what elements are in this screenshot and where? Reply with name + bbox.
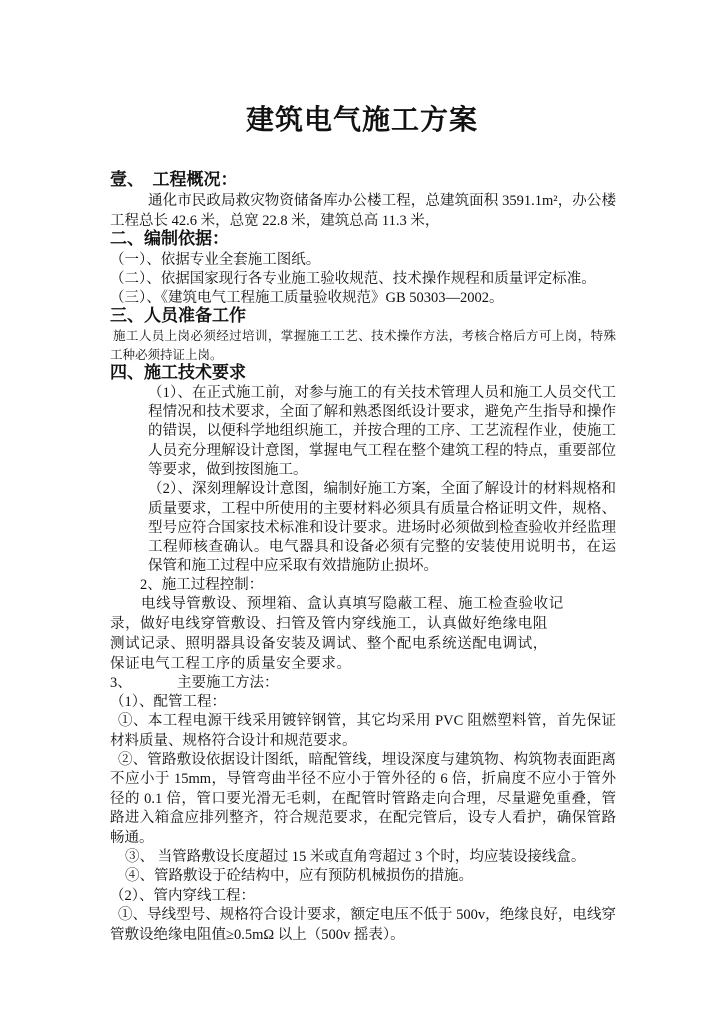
subsection-heading: （2）、管内穿线工程：	[110, 888, 255, 904]
paragraph-line: 的错误，以便科学地组织施工，并按合理的工序、工艺流程作业，使施工	[148, 423, 616, 439]
section-heading-basis: 二、编制依据：	[110, 229, 229, 248]
paragraph-line: ④、管路敷设于砼结构中，应有预防机械损伤的措施。	[125, 868, 473, 884]
section-heading-overview: 壹、 工程概况：	[110, 170, 238, 189]
document-title: 建筑电气施工方案	[245, 104, 478, 135]
paragraph-line: 不应小于 15mm，导管弯曲半径不应小于管外径的 6 倍，折扁度不应小于管外	[110, 771, 616, 787]
paragraph-line: ③、 当管路敷设长度超过 15 米或直角弯超过 3 个时，均应装设接线盒。	[125, 849, 586, 865]
paragraph-line: 施工人员上岗必须经过培训，掌握施工工艺、技术操作方法，考核合格后方可上岗，特殊	[113, 329, 616, 343]
list-item: （三）、《建筑电气工程施工质量验收规范》GB 50303—2002。	[110, 290, 504, 306]
paragraph-line: 管敷设绝缘电阻值≥0.5mΩ 以上（500v 摇表）。	[110, 927, 405, 943]
paragraph-line: 保管和施工过程中应采取有效措施防止损坏。	[148, 558, 438, 574]
list-item: （一）、依据专业全套施工图纸。	[110, 252, 321, 268]
section-heading-personnel: 三、人员准备工作	[110, 306, 246, 325]
paragraph-line: 录，做好电线穿管敷设、扫管及管内穿线施工，认真做好绝缘电阻	[110, 616, 548, 632]
section-heading-technical: 四、施工技术要求	[110, 363, 246, 382]
paragraph-line: 等要求，做到按图施工。	[148, 462, 308, 478]
paragraph-line: （1）、在正式施工前，对参与施工的有关技术管理人员和施工人员交代工	[148, 385, 616, 401]
subsection-heading: （1）、配管工程：	[110, 694, 226, 710]
paragraph-line: 人员充分理解设计意图，掌握电气工程在整个建筑工程的特点，重要部位	[148, 443, 616, 459]
subsection-number: 3、	[110, 675, 132, 691]
subsection-heading: 2、施工过程控制：	[140, 577, 264, 593]
paragraph-line: 测试记录、照明器具设备安装及调试、整个配电系统送配电调试，	[110, 636, 548, 652]
paragraph-line: ①、本工程电源干线采用镀锌钢管，其它均采用 PVC 阻燃塑料管，首先保证	[118, 713, 616, 729]
paragraph-line: ②、管路敷设依据设计图纸，暗配管线，埋设深度与建筑物、构筑物表面距离	[118, 752, 616, 768]
paragraph-line: 工程总长 42.6 米，总宽 22.8 米，建筑总高 11.3 米，	[110, 213, 440, 229]
paragraph-line: 材料质量、规格符合设计和规范要求。	[110, 733, 357, 749]
paragraph-line: 径的 0.1 倍，管口要光滑无毛刺，在配管时管路走向合理，尽量避免重叠，管	[110, 791, 616, 807]
paragraph-line: 工程师核查确认。电气器具和设备必须有完整的安装使用说明书，在运	[148, 539, 616, 555]
paragraph-line: 型号应符合国家技术标准和设计要求。进场时必须做到检查验收并经监理	[148, 520, 616, 536]
subsection-heading: 主要施工方法：	[177, 675, 279, 691]
paragraph-line: ①、导线型号、规格符合设计要求，额定电压不低于 500v，绝缘良好，电线穿	[118, 907, 616, 923]
paragraph-line: 保证电气工程工序的质量安全要求。	[110, 656, 352, 672]
paragraph-line: （2）、深刻理解设计意图，编制好施工方案，全面了解设计的材料规格和	[148, 481, 616, 497]
paragraph-line: 工种必须持证上岗。	[110, 348, 223, 362]
paragraph-line: 程情况和技术要求，全面了解和熟悉图纸设计要求，避免产生指导和操作	[148, 404, 616, 420]
paragraph-line: 质量要求，工程中所使用的主要材料必须具有质量合格证明文件，规格、	[148, 501, 616, 517]
paragraph-line: 畅通。	[110, 830, 154, 846]
paragraph-line: 电线导管敷设、预埋箱、盒认真填写隐蔽工程、施工检查验收记	[141, 596, 564, 612]
list-item: （二）、依据国家现行各专业施工验收规范、技术操作规程和质量评定标准。	[110, 271, 596, 287]
paragraph-line: 路进入箱盒应排列整齐，符合规范要求，在配完管后，设专人看护，确保管路	[110, 810, 616, 826]
paragraph-line: 通化市民政局救灾物资储备库办公楼工程，总建筑面积 3591.1m²，办公楼	[148, 193, 616, 209]
